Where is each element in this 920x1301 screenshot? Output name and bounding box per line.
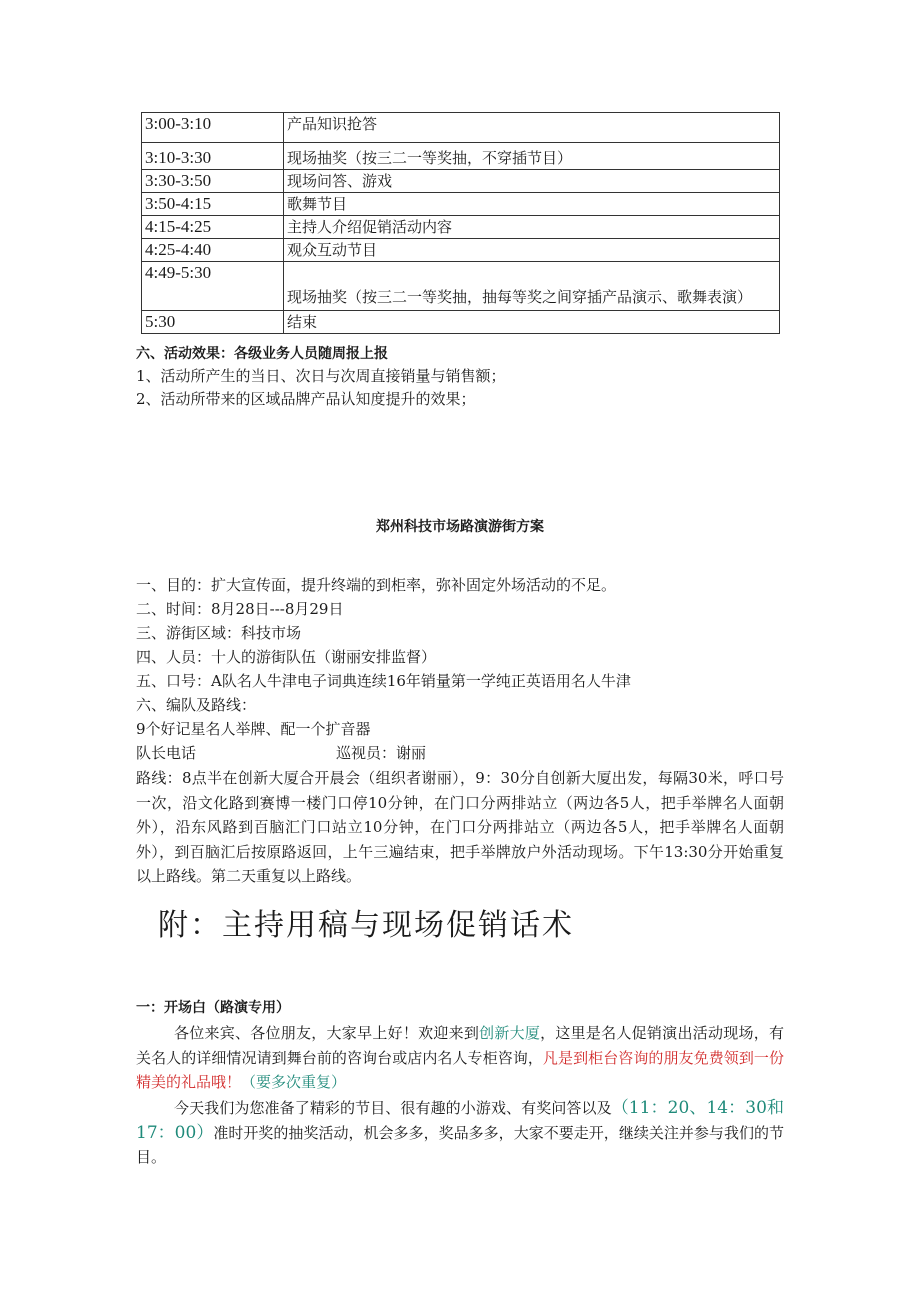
p2-text-a: 今天我们为您准备了精彩的节目、很有趣的小游戏、有奖问答以及	[174, 1099, 612, 1117]
table-row	[142, 113, 780, 143]
table-row	[142, 216, 780, 239]
table-row	[142, 143, 780, 170]
event-cell: 结束	[284, 311, 780, 334]
parade-purpose: 一、目的：扩大宣传面，提升终端的到柜率，弥补固定外场活动的不足。	[136, 576, 617, 594]
p1-text-c: ，这里是名人促销演出活动现场，有关名人的详细情况请到舞台前的咨询台或店内名人专柜咨询，	[136, 1024, 784, 1067]
time-cell: 4:15-4:25	[142, 216, 284, 239]
parade-slogan: 五、口号：A队名人牛津电子词典连续16年销量第一学纯正英语用名人牛津	[136, 672, 631, 690]
effects-item-1: 1、活动所产生的当日、次日与次周直接销量与销售额；	[136, 367, 506, 385]
p1-text-a: 各位来宾、各位朋友，大家早上好！欢迎来到	[174, 1024, 480, 1042]
table-row	[142, 311, 780, 334]
effects-item-2: 2、活动所带来的区域品牌产品认知度提升的效果；	[136, 390, 476, 408]
parade-signs: 9个好记星名人举牌、配一个扩音器	[136, 720, 371, 738]
effects-heading: 六、活动效果：各级业务人员随周报上报	[136, 346, 388, 362]
event-cell: 观众互动节目	[284, 239, 780, 262]
parade-staff-line	[136, 742, 426, 764]
event-cell: 主持人介绍促销活动内容	[284, 216, 780, 239]
opening-paragraph-1	[136, 1021, 784, 1095]
schedule-table	[141, 112, 780, 334]
leader-label: 队长电话	[136, 744, 197, 762]
table-row	[142, 193, 780, 216]
p2-draw-times: （11：20、14：30和17：00）	[136, 1098, 784, 1143]
table-row	[142, 262, 780, 311]
event-cell: 现场问答、游戏	[284, 170, 780, 193]
time-cell: 3:50-4:15	[142, 193, 284, 216]
p1-repeat-note: （要多次重复）	[241, 1073, 347, 1091]
parade-area: 三、游街区域：科技市场	[136, 624, 302, 642]
table-row	[142, 170, 780, 193]
parade-time: 二、时间：8月28日---8月29日	[136, 600, 344, 618]
time-cell: 4:25-4:40	[142, 239, 284, 262]
time-cell: 3:10-3:30	[142, 143, 284, 170]
parade-people: 四、人员：十人的游街队伍（谢丽安排监督）	[136, 648, 437, 666]
time-cell: 5:30	[142, 311, 284, 334]
event-cell: 产品知识抢答	[284, 113, 780, 143]
parade-route: 路线：8点半在创新大厦合开晨会（组织者谢丽），9：30分自创新大厦出发，每隔30米，呼口号一次，沿文化路到赛博一楼门口停10分钟，在门口分两排站立（两边各5人，把手举牌名人面朝外），沿东风路到百脑汇门口站立10分钟，在门口分两排站立（两边各5人，把手举牌名人面朝外），到百脑汇后按原路返回，上午三遍结束，把手举牌放户外活动现场。下午13:30分开始重复以上路线。第二天重复以上路线。	[136, 769, 784, 885]
table-row	[142, 239, 780, 262]
opening-paragraph-2	[136, 1096, 784, 1170]
event-cell: 歌舞节目	[284, 193, 780, 216]
event-cell: 现场抽奖（按三二一等奖抽，不穿插节目）	[284, 143, 780, 170]
parade-formation: 六、编队及路线：	[136, 696, 257, 714]
time-cell: 3:00-3:10	[142, 113, 284, 143]
event-cell	[284, 262, 780, 311]
time-cell: 4:49-5:30	[142, 262, 284, 311]
appendix-title: 附：主持用稿与现场促销话术	[158, 908, 574, 943]
p1-highlight-venue: 创新大厦	[479, 1024, 541, 1042]
p1-highlight-gift: 凡是到柜台咨询的朋友免费领到一份精美的礼品哦！	[136, 1048, 784, 1091]
inspector-label: 巡视员：谢丽	[336, 744, 427, 762]
parade-title: 郑州科技市场路演游街方案	[376, 519, 544, 535]
event-text: 现场抽奖（按三二一等奖抽，抽每等奖之间穿插产品演示、歌舞表演）	[287, 288, 753, 306]
opening-heading: 一：开场白（路演专用）	[136, 1000, 290, 1016]
p2-text-c: 准时开奖的抽奖活动，机会多多，奖品多多，大家不要走开，继续关注并参与我们的节目。	[136, 1123, 784, 1166]
time-cell: 3:30-3:50	[142, 170, 284, 193]
